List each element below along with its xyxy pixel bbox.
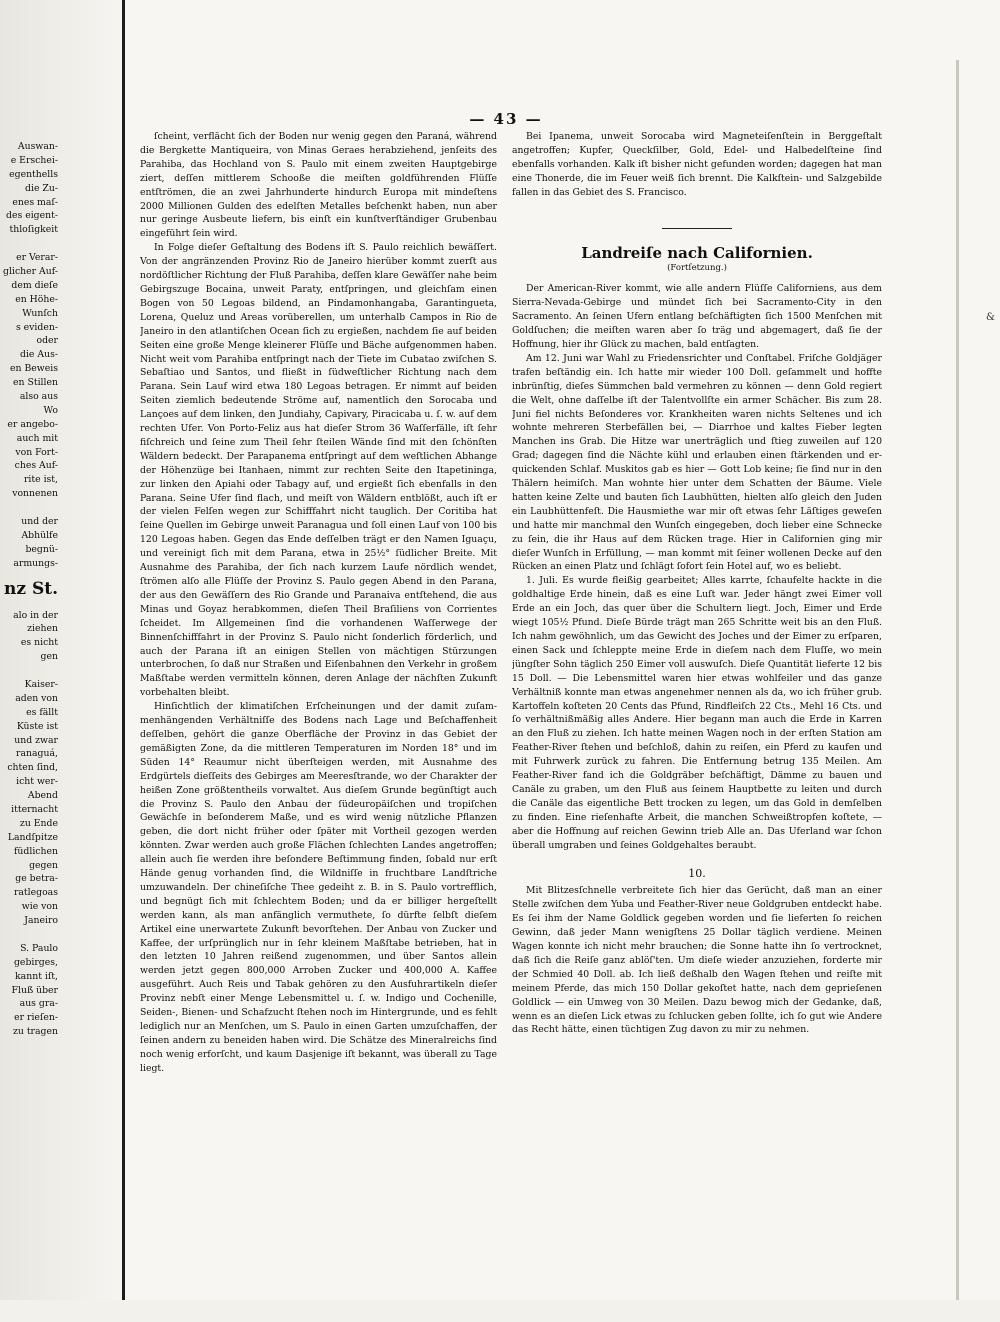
fragment-line: ge betra- [15,873,58,885]
fragment-line: Abend [27,790,58,802]
fragment-line: egenthells [9,168,58,180]
article-paragraph-1: Der American-River kommt, wie alle andern Flüſſe Californiens, aus dem Sierra-Nevada-Gebirge und mündet ſich bei Sacramento-City in den Sacramento. An ſeinen Ufern entlang beſchäftigten ſich 1500 Menſchen mit Goldſuchen; die meiſten waren aber ſo träg und abgemagert, daß ſie der Hoffnung, hier ihr Glück zu machen, bald entſagten. [512,283,882,350]
fragment-line: gegen [29,859,58,871]
fragment-line: und der [21,516,58,528]
fragment-line: s eviden- [15,321,58,333]
fragment-line: zu tragen [12,1026,58,1038]
fragment-line: gen [40,651,58,663]
fragment-line: alo in der [13,609,58,621]
fragment-line: ranaguá, [16,748,58,760]
fragment-line [0,237,58,251]
fragment-line: Küste ist [16,720,58,732]
fragment-line: Fluß über [11,984,58,996]
fragment-line: kannt iſt, [15,970,58,982]
fragment-heading: nz St. [4,578,58,599]
fragment-line: also aus [19,391,58,403]
fragment-line: dem dieſe [11,279,58,291]
fragment-line: oder [36,335,58,347]
column-1 [140,130,497,1235]
fragment-line: S. Paulo [20,942,58,954]
fragment-line: Abhülfe [21,529,58,541]
col1-paragraph-1: ſcheint, verflächt ſich der Boden nur wenig gegen den Paraná, während die Bergkette Mantiqueira, von Minas Geraes herabziehend, jenſeits des Parahiba, das Hochland von S. Paulo mit einem zweiten Hauptgebirge ziert, deſſen mittlerem Schooße die meiſten goldführenden Flüſſe entſtrömen, die an zwei Jahrhunderte hindurch Europa mit mindeſtens 2000 Millionen Gulden des edelſten Metalles beſchenkt haben, nun aber nur geringe Ausbeute liefern, bis einſt ein kunſtverſtändiger Grubenbau eingeführt ſein wird. [140,131,497,240]
section-paragraph-1: Mit Blitzesſchnelle verbreitete ſich hier das Gerücht, daß man an einer Stelle zwiſchen dem Yuba und Feather-River neue Goldgruben entdeckt habe. Es ſei ihm der Name Goldlick gegeben worden und ſie lieferten ſo reichen Gewinn, daß jeder Mann wenigſtens 25 Dollar täglich verdiene. Meinen Wagen konnte ich nicht mehr brauchen; die Sonne hatte ihn ſo vertrocknet, daß ſich die Reiſe ganz ablöſ'ten. Um dieſe wieder anzuziehen, forderte mir der Schmied 40 Doll. ab. Ich ließ deßhalb den Wagen ſtehen und reiſte mit meinem Pferde, das mich 150 Dollar gekoſtet hatte, nach dem geprieſenen Goldlick — ein Umweg von 30 Meilen. Dazu bewog mich der Gedanke, daß, wenn es an dieſen Lick etwas zu ſchlucken geben ſollte, ich ſo gut wie Andere das Recht hätte, einen tüchtigen Zug davon zu mir zu nehmen. [512,885,882,1036]
col1-paragraph-2: In Folge dieſer Geſtaltung des Bodens iſt S. Paulo reichlich bewäſſert. Von der angränzenden Provinz Rio de Janeiro hierüber kommt zuerſt aus nordöſtlicher Richtung der Fluß Parahiba, deſſen klare Gewäſſer nahe beim Gebirgszuge Bocaina, unweit Paraty, entſpringen, und gleichſam einen Bogen von 50 Legoas bildend, an Pindamonhangaba, Garantingueta, Lorena, Queluz und Areas vorüberellen, um unterhalb Campos in Rio de Janeiro in den atlantiſchen Ocean ſich zu ergießen, nachdem ſie auf beiden Seiten eine große Menge kleinerer Flüſſe und Bäche aufgenommen haben. Nicht weit vom Parahiba entſpringt nach der Tiete im Cubatao zwiſchen S. Sebaſtiao und Santos, und fließt in ſüdweſtlicher Richtung nach dem Parana. Sein Lauf wird etwa 180 Legoas betragen. Er nimmt auf beiden Seiten ziemlich bedeutende Ströme auf, namentlich den Sorocaba und Lançoes auf dem linken, den Jundiahy, Capivary, Piracicaba u. ſ. w. auf dem rechten Ufer. Von Porto-Feliz aus hat dieſer Strom 36 Waſſerfälle, iſt ſehr fiſchreich und ſeine zum Theil ſehr ſteilen Wände ſind mit den ſchönſten Wäldern bedeckt. Der Parapanema entſpringt auf dem weſtlichen Abhange der Höhenzüge bei Itanhaen, nimmt zur rechten Seite den Itapetininga, zur linken den Apiahi oder Tabagy auf, und ergießt ſich ebenfalls in den Parana. Seine Ufer ſind flach, und meiſt von Wäldern entblößt, auch iſt er der vielen Felſen wegen zur Schifffahrt nicht tauglich. Der Coritiba hat ſeine Quellen im Gebirge unweit Paranagua und ſoll einen Lauf von 100 bis 120 Legoas haben. Gegen das Ende deſſelben trägt er den Namen Iguaçu, und vereinigt ſich mit dem Parana, etwa in 25½° ſüdlicher Breite. Mit Ausnahme des Parahiba, der ſich nach kurzem Laufe nördlich wendet, ſtrömen alſo alle Flüſſe der Provinz S. Paulo gegen Abend in den Parana, der aus den Gewäſſern des Rio Grande und Paranaiva entſtehend, die aus Minas und Goyaz herabkommen, dieſen Theil Braſiliens von Corrientes ſcheidet. Im Allgemeinen ſind die vorhandenen Waſſerwege der Binnenſchifffahrt in der Provinz S. Paulo nicht ſonderlich förderlich, und auch der Parana iſt an einigen Stellen von mächtigen Stürzungen unterbrochen, ſo daß nur Straßen und Eiſenbahnen den Verkehr in großem Maßſtabe werden vermitteln können, deren Anlage der nächſten Zukunft vorbehalten bleibt. [140,242,497,699]
fragment-line [0,501,58,515]
page-bottom-margin [0,1300,1000,1322]
article-title: Landreiſe nach Californien. [581,243,813,262]
section-number: 10. [688,866,706,880]
fragment-line: ches Auf- [14,460,58,472]
fragment-line: glicher Auf- [3,266,58,278]
fragment-line: chten ſind, [7,762,58,774]
fragment-line: und zwar [14,734,58,746]
fragment-line: zu Ende [19,817,58,829]
fragment-line: Auswan- [17,141,58,152]
fragment-line: enes maſ- [12,196,58,208]
fragment-line [0,928,58,942]
fragment-line: en Höhe- [15,293,58,305]
fragment-line: begnü- [25,543,58,555]
fragment-line: armungs- [13,557,58,569]
fragment-line: rite ist, [23,474,58,486]
page-right-edge [956,60,959,1310]
fragment-line: aus gra- [19,998,58,1010]
fragment-line: wie von [21,901,58,913]
article-paragraph-2: Am 12. Juni war Wahl zu Friedensrichter und Conſtabel. Friſche Goldjäger trafen beſtändig ein. Ich hatte mir wieder 100 Doll. geſammelt und hoffte inbrünſtig, dieſes Sümmchen bald vermehren zu können — denn Gold regiert die Welt, ohne daſſelbe iſt der Talentvollſte ein armer Schächer. Bis zum 28. Juni fiel nichts Beſonderes vor. Krankheiten waren nichts Seltenes und ich wohnte mehreren Sterbefällen bei, — Diarrhoe und kaltes Fieber legten Manchen ins Grab. Die Hitze war unerträglich und ſtieg zuweilen auf 120 Grad; dagegen ſind die Nächte kühl und erlauben einen ſtärkenden und erquickenden Schlaf. Muskitos gab es hier — Gott Lob keine; ſie ſind nur in den Thälern heimiſch. Man wohnte hier unter dem Schatten der Bäume. Viele hatten keine Zelte und bauten ſich Laubhütten, hielten alſo gleich den Juden ein Laubhüttenfeſt. Die Hausmiethe war mir oft etwas ſehr Läſtiges geweſen und hatte mir manchmal den Wunſch eingegeben, doch lieber eine Schnecke zu ſein, die ihr Haus auf dem Rücken trage. Hier in Californien ging mir dieſer Wunſch in Erfüllung, — man kommt mit ſeiner wollenen Decke auf den Rücken an einen Platz und ſchlägt ſofort ſein Hotel auf, wo es beliebt. [512,352,882,573]
fragment-line: er rieſen- [14,1012,58,1024]
article-subtitle: (Fortſetzung.) [667,263,727,274]
fragment-line [0,664,58,678]
fragment-line: er angebo- [7,418,58,430]
fragment-line: itternacht [11,803,58,815]
previous-page-fragments [0,140,58,1039]
col2-intro-paragraph: Bei Ipanema, unweit Sorocaba wird Magneteiſenſtein in Berggeſtalt angetroffen; Kupfer, Queckſilber, Gold, Edel- und Halbedelſteine ſind ebenfalls vorhanden. Kalk iſt bisher nicht gefunden worden; dagegen hat man eine Thonerde, die im Feuer weiß ſich brennt. Die Kalkſtein- und Salzgebilde fallen in das Gebiet des S. Francisco. [512,131,882,198]
fragment-line: die Zu- [25,182,58,194]
fragment-line: thloſigkeit [9,224,58,236]
article-divider [662,228,732,229]
margin-mark: & [986,312,995,323]
column-2 [512,130,882,1250]
fragment-line: Janeiro [24,915,58,927]
article-paragraph-3: 1. Juli. Es wurde fleißig gearbeitet; Alles karrte, ſchaufelte hackte in die goldhaltige Erde hinein, daß es eine Luſt war. Jeder hängt zwei Eimer voll Erde an ein Joch, das quer über die Schultern liegt. Joch, Eimer und Erde wiegt 105½ Pfund. Dieſe Bürde trägt man 265 Schritte weit bis an den Fluß. Ich nahm gewöhnlich, um das Gewicht des Joches und der Eimer zu erſparen, einen Sack und ſchleppte meine Erde in dieſem nach dem Fluſſe, wo mein jüngſter Sohn täglich 250 Eimer voll auswuſch. Dieſe Quantität lieferte 12 bis 15 Doll. — Die Lebensmittel waren hier etwas wohlfeiler und das ganze Verhältniß konnte man etwas angenehmer nennen als da, wo ich früher grub. Kartoffeln koſteten 20 Cents das Pfund, Rindfleiſch 22 Cts., Mehl 16 Cts. und ſo verhältnißmäßig alles Andere. Hier begann man auch die Erde in Karren an den Fluß zu ziehen. Ich hatte meinen Wagen noch in der erſten Station am Feather-River ſtehen und beſchloß, dahin zu reiſen, ein Pferd zu kaufen und mit Fuhrwerk zurück zu fahren. Die Entfernung betrug 135 Meilen. Am Feather-River fand ich die Goldgräber beſchäftigt, Dämme zu bauen und Canäle zu graben, um den Fluß aus ſeinem Hauptbette zu leiten und durch die Canäle das eigentliche Bett trocken zu legen, um das Gold in demſelben zu finden. Eine rieſenhafte Arbeit, die manchen Schweißtropfen koſtete, — aber die Hoffnung auf reichen Gewinn trieb Alle an. Das Uferland war ſchon überall umgraben und ſeines Goldgehaltes beraubt. [512,575,882,851]
fragment-line: ratlegoas [13,887,58,899]
fragment-line: vonnenen [12,488,58,500]
fragment-line: en Beweis [10,363,58,375]
fragment-line: icht wer- [16,776,58,788]
page-fold-line [122,0,125,1322]
fragment-line: aden von [15,692,58,704]
fragment-line: gebirges, [13,956,58,968]
fragment-line: von Fort- [15,446,58,458]
fragment-line: er Verar- [16,252,58,264]
fragment-line: füdlichen [13,845,58,857]
fragment-line: Wo [43,404,58,416]
col1-paragraph-3: Hinſichtlich der klimatiſchen Erſcheinungen und der damit zuſammenhängenden Verhältniſſe des Bodens nach Lage und Beſchaffenheit deſſelben, gehört die ganze Oberfläche der Provinz in das Gebiet der gemäßigten Zone, da die mittleren Temperaturen im Norden 18° und im Süden 14° Reaumur nicht überſteigen werden, mit Ausnahme des Erdgürtels dieſſeits des Gebirges am Meeresſtrande, wo der Charakter der heißen Zone größtentheils vorwaltet. Aus dieſem Grunde begünſtigt auch die Provinz S. Paulo den Anbau der ſüdeuropäiſchen und tropiſchen Gewächſe in beſonderem Maße, und es wird wenig nützliche Pflanzen geben, die dort nicht früher oder ſpäter mit Vortheil gezogen werden könnten. Zwar werden auch große Flächen ſchlechten Landes angetroffen; allein auch ſie werden ihre beſondere Beſtimmung finden, ſobald nur erſt Hände genug vorhanden ſind, die Wildniſſe in fruchtbare Landſtriche umzuwandeln. Der chineſiſche Thee gedeiht z. B. in S. Paulo vortrefflich, und begnügt ſich mit ſchlechtem Boden; und da er billiger hergeſtellt werden kann, als man anfänglich vermuthete, ſo dürfte ſelbſt dieſem Artikel eine unerwartete Zukunft bevorſtehen. Der Anbau von Zucker und Kaffee, der urſprünglich nur in ſehr kleinem Maßſtabe betrieben, hat in den letzten 10 Jahren reißend zugenommen, und über Santos allein werden jetzt gegen 800,000 Arroben Zucker und 400,000 A. Kaffee ausgeführt. Auch Reis und Tabak gehören zu den Ausfuhrartikeln dieſer Provinz nebſt einer Menge Lebensmittel u. ſ. w. Indigo und Cochenille, Seiden-, Bienen- und Schafzucht ſtehen noch im Hintergrunde, und es fehlt lediglich nur an Menſchen, um S. Paulo in einen Garten umzuſchaffen, der ſeinen andern zu beneiden haben wird. Die Schätze des Mineralreichs ſind noch wenig erforſcht, und kaum Dasjenige iſt bekannt, was überall zu Tage liegt. [140,701,497,1074]
fragment-line: e Erschei- [10,154,58,166]
fragment-line: auch mit [16,432,58,444]
fragment-line: Kaiser- [24,678,58,690]
fragment-line: Landſpitze [7,831,58,843]
fragment-line: es fällt [26,706,58,718]
fragment-line: en Stillen [13,377,58,389]
page-number: — 43 — [469,110,543,128]
fragment-line: ziehen [27,623,58,635]
fragment-line: des eigent- [6,210,58,222]
fragment-line: Wunſch [22,307,58,319]
fragment-line: die Aus- [20,349,58,361]
fragment-line: es nicht [20,637,58,649]
